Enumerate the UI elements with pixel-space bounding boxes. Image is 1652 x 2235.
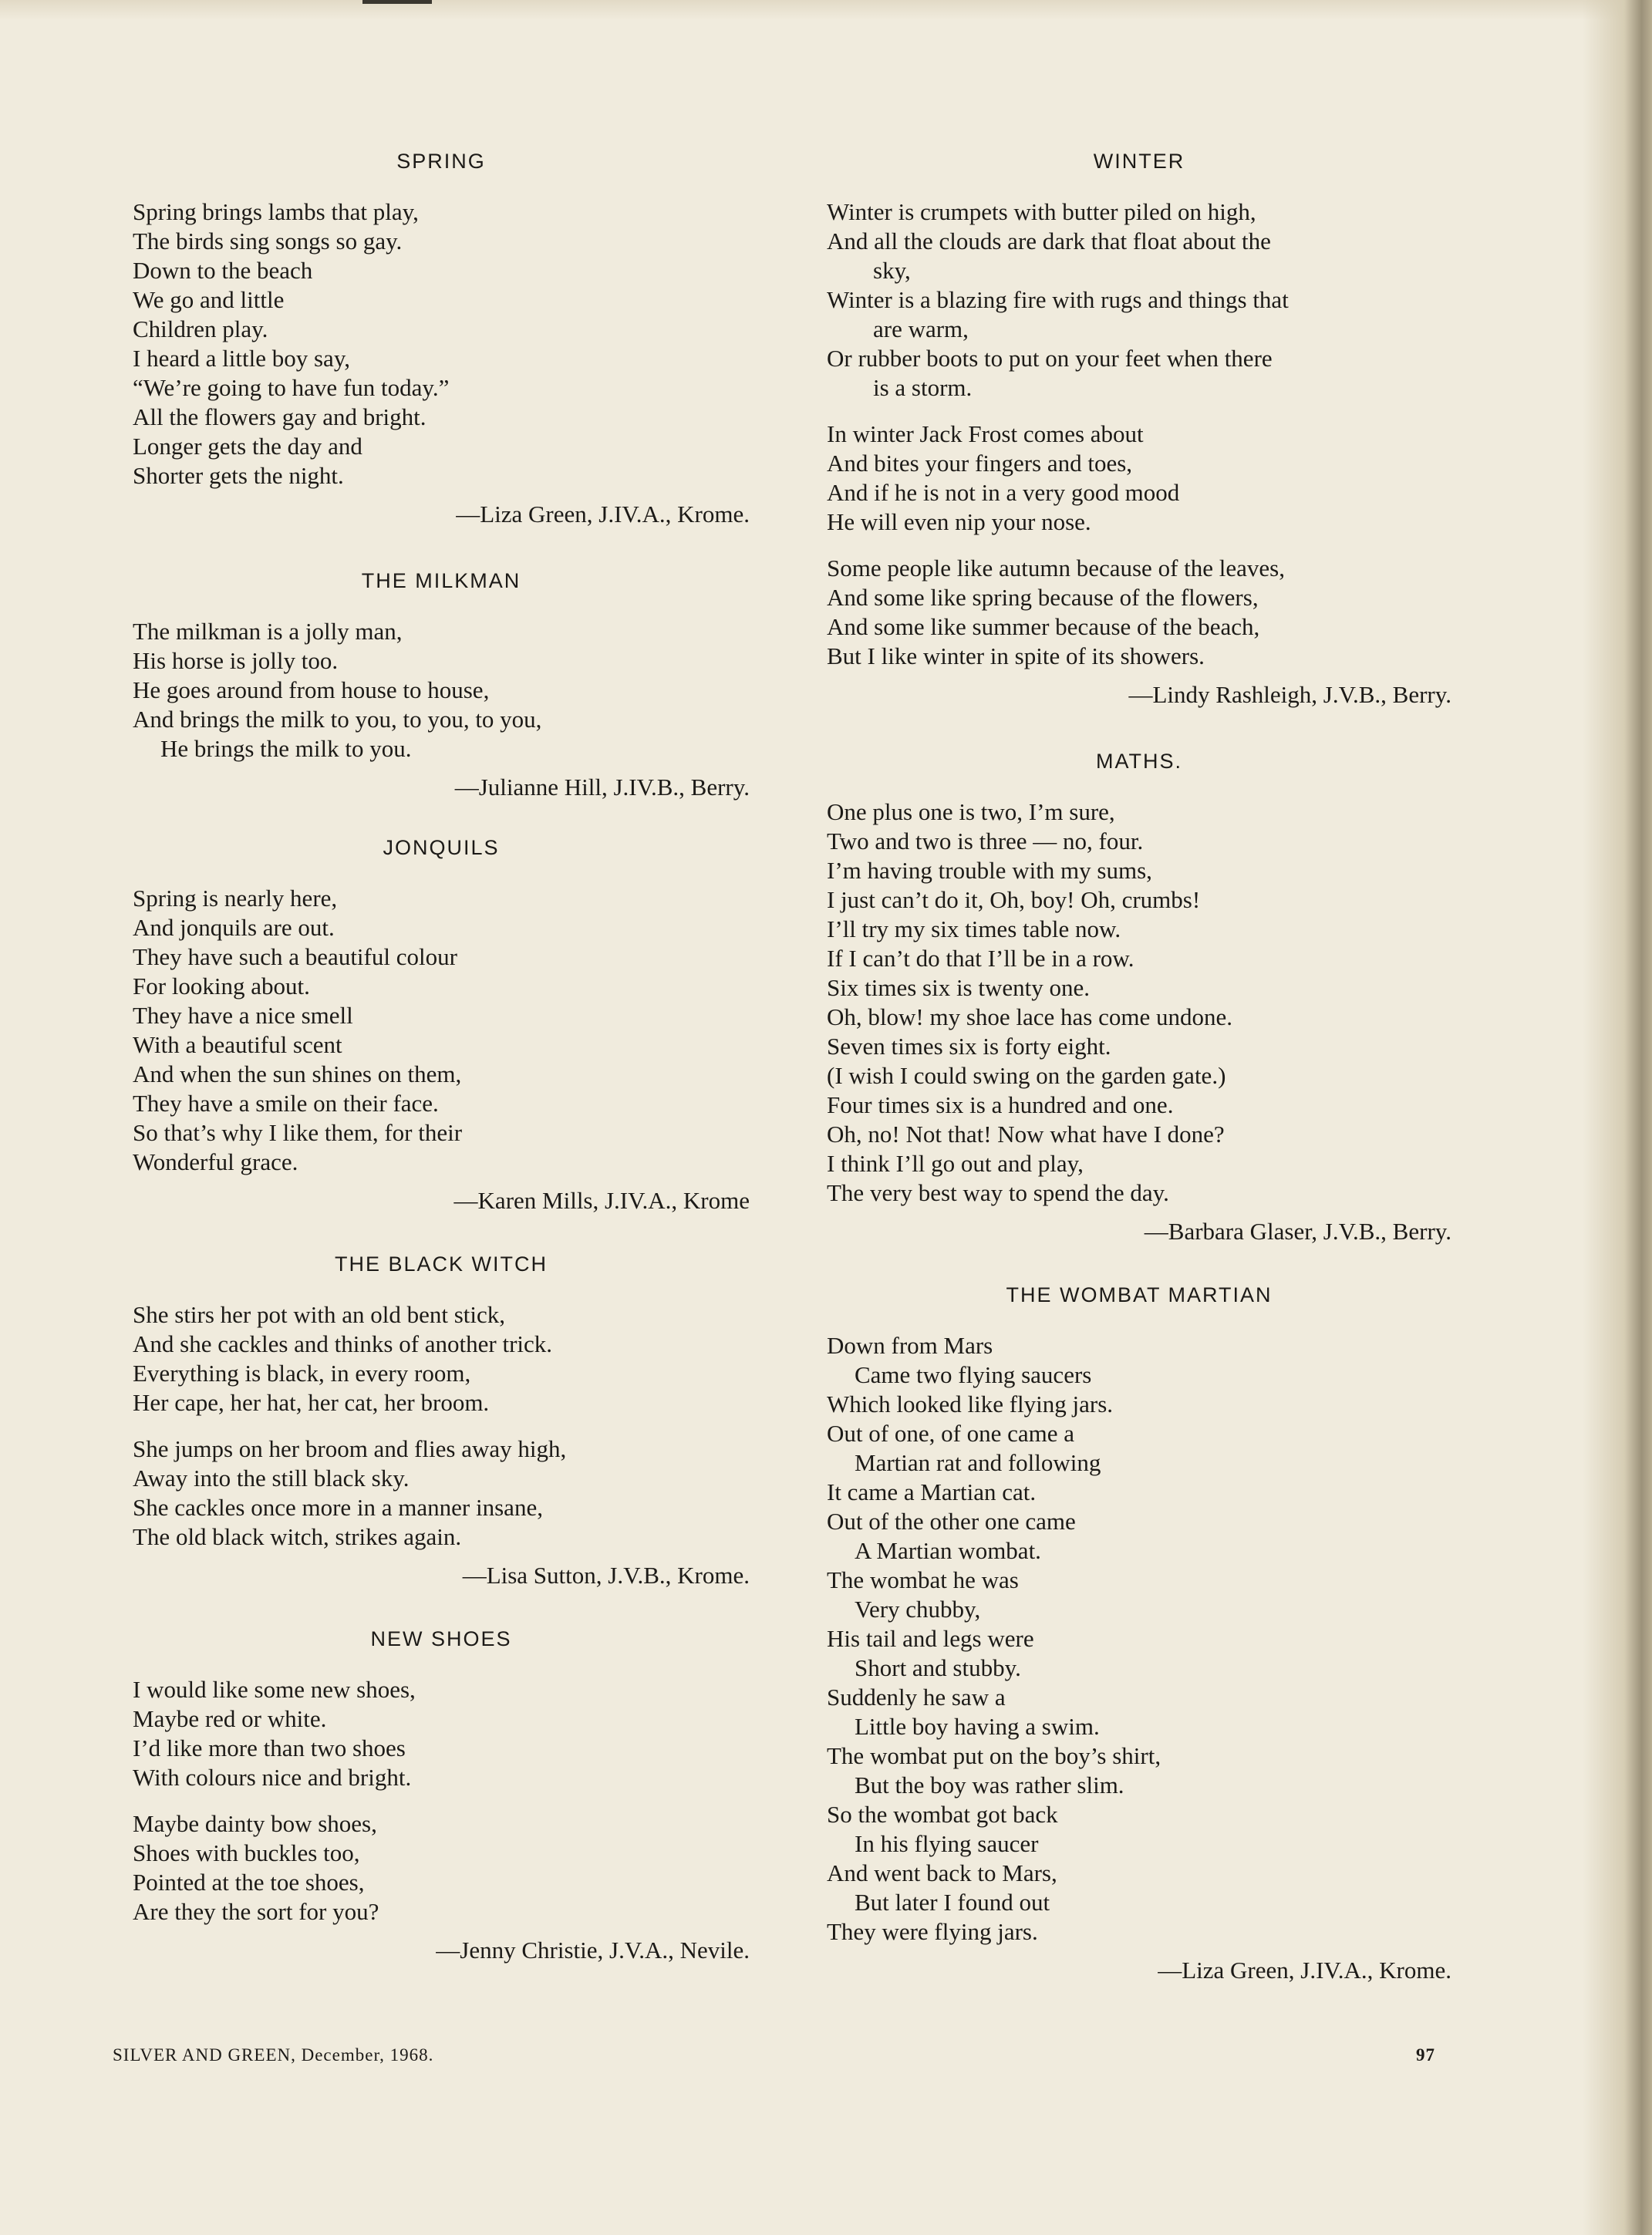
poem-line: I just can’t do it, Oh, boy! Oh, crumbs! xyxy=(827,886,1201,913)
poem-line: And she cackles and thinks of another trick. xyxy=(133,1330,553,1357)
poem-line: Six times six is twenty one. xyxy=(827,974,1090,1001)
poem-line: Down from Mars xyxy=(827,1332,993,1359)
page-number: 97 xyxy=(1416,2045,1435,2065)
poem xyxy=(827,1282,1451,1985)
poem-line: His tail and legs were xyxy=(827,1625,1034,1652)
poem-line: And bites your fingers and toes, xyxy=(827,450,1133,477)
poem-line: is a storm. xyxy=(873,374,973,401)
stanza xyxy=(827,797,1451,1208)
poem-line: The birds sing songs so gay. xyxy=(133,228,403,255)
poem-line: Suddenly he saw a xyxy=(827,1684,1006,1711)
poem-credit: —Jenny Christie, J.V.A., Nevile. xyxy=(436,1937,750,1964)
right-column xyxy=(827,148,1451,1985)
poem-line: In winter Jack Frost comes about xyxy=(827,420,1144,447)
poem-line: Maybe red or white. xyxy=(133,1705,327,1732)
poem-line: Down to the beach xyxy=(133,257,313,284)
poem-line: And some like spring because of the flowers, xyxy=(827,584,1259,611)
poem-line: She stirs her pot with an old bent stick, xyxy=(133,1301,506,1328)
poem xyxy=(133,148,750,529)
poem-line: The very best way to spend the day. xyxy=(827,1179,1169,1206)
poem xyxy=(827,748,1451,1246)
stanza xyxy=(133,884,750,1177)
poem-line: Longer gets the day and xyxy=(133,433,362,460)
poem-line: (I wish I could swing on the garden gate.) xyxy=(827,1062,1226,1089)
poem-line: Children play. xyxy=(133,315,268,342)
poem-line: I’d like more than two shoes xyxy=(133,1734,406,1761)
poem-line: Pointed at the toe shoes, xyxy=(133,1869,365,1896)
poem-title: THE BLACK WITCH xyxy=(334,1252,548,1276)
poem-line: So the wombat got back xyxy=(827,1801,1058,1828)
poem-line: His horse is jolly too. xyxy=(133,647,339,674)
poem-line: One plus one is two, I’m sure, xyxy=(827,798,1115,825)
stanza xyxy=(827,554,1451,671)
poem-line: They have such a beautiful colour xyxy=(133,943,457,970)
poem-line: Oh, no! Not that! Now what have I done? xyxy=(827,1121,1225,1148)
poem xyxy=(827,148,1451,710)
poem-line: are warm, xyxy=(873,315,969,342)
poem-title: THE MILKMAN xyxy=(361,569,521,592)
poem xyxy=(133,1251,750,1590)
poem-line: Which looked like flying jars. xyxy=(827,1391,1114,1418)
poem xyxy=(133,1626,750,1965)
poem-credit: —Barbara Glaser, J.V.B., Berry. xyxy=(1144,1218,1451,1245)
poem-credit: —Lisa Sutton, J.V.B., Krome. xyxy=(462,1562,750,1589)
poem-line: But I like winter in spite of its showers. xyxy=(827,642,1205,669)
poem xyxy=(133,834,750,1215)
poem-line: Short and stubby. xyxy=(855,1654,1021,1681)
stanza xyxy=(827,1331,1451,1947)
poem-line: Out of one, of one came a xyxy=(827,1420,1075,1447)
poem-line: So that’s why I like them, for their xyxy=(133,1119,463,1146)
poem-line: But later I found out xyxy=(855,1889,1050,1916)
poem-line: Came two flying saucers xyxy=(855,1361,1092,1388)
top-edge-mark xyxy=(362,0,432,4)
poem-line: I would like some new shoes, xyxy=(133,1676,416,1703)
poem-line: He goes around from house to house, xyxy=(133,676,490,703)
poem-line: Maybe dainty bow shoes, xyxy=(133,1810,377,1837)
poem-line: Or rubber boots to put on your feet when there xyxy=(827,345,1273,372)
poem-credit: —Karen Mills, J.IV.A., Krome xyxy=(453,1187,750,1214)
poem-line: sky, xyxy=(873,257,911,284)
poem-line: The wombat he was xyxy=(827,1566,1019,1593)
poem-line: The wombat put on the boy’s shirt, xyxy=(827,1742,1161,1769)
poem-line: Four times six is a hundred and one. xyxy=(827,1091,1174,1118)
poem-line: Winter is crumpets with butter piled on high, xyxy=(827,198,1256,225)
stanza xyxy=(133,1300,750,1418)
poem-line: If I can’t do that I’ll be in a row. xyxy=(827,945,1134,972)
stanza xyxy=(827,197,1451,403)
poem-line: A Martian wombat. xyxy=(855,1537,1041,1564)
poem-credit: —Liza Green, J.IV.A., Krome. xyxy=(1158,1957,1451,1984)
poem-line: Oh, blow! my shoe lace has come undone. xyxy=(827,1003,1233,1030)
poem xyxy=(133,568,750,802)
poem-line: And some like summer because of the beach, xyxy=(827,613,1260,640)
poem-line: I’ll try my six times table now. xyxy=(827,915,1121,942)
page-binding-shade xyxy=(1583,0,1652,2235)
poem-credit: —Liza Green, J.IV.A., Krome. xyxy=(456,501,750,528)
poem-line: And when the sun shines on them, xyxy=(133,1060,462,1087)
poem-line: They were flying jars. xyxy=(827,1918,1038,1945)
poem-line: Her cape, her hat, her cat, her broom. xyxy=(133,1389,490,1416)
poem-line: In his flying saucer xyxy=(855,1830,1039,1857)
poem-line: With colours nice and bright. xyxy=(133,1764,412,1791)
poem-credit: —Lindy Rashleigh, J.V.B., Berry. xyxy=(1128,681,1451,708)
poem-title: SPRING xyxy=(396,150,486,173)
poem-line: Martian rat and following xyxy=(855,1449,1101,1476)
poem-line: And went back to Mars, xyxy=(827,1859,1057,1886)
poem-title: NEW SHOES xyxy=(370,1627,512,1650)
poem-line: He brings the milk to you. xyxy=(160,735,412,762)
poem-line: Shoes with buckles too, xyxy=(133,1839,360,1866)
poem-title: JONQUILS xyxy=(383,836,500,859)
poem-line: Away into the still black sky. xyxy=(133,1465,410,1492)
poem-line: I heard a little boy say, xyxy=(133,345,351,372)
poem-title: MATHS. xyxy=(1096,750,1182,773)
poem-line: And brings the milk to you, to you, to you, xyxy=(133,706,542,733)
poem-line: It came a Martian cat. xyxy=(827,1478,1037,1505)
page-top-shade xyxy=(0,0,1652,20)
footer-publication: SILVER AND GREEN, December, 1968. xyxy=(113,2045,434,2065)
poem-title: WINTER xyxy=(1093,150,1185,173)
poem-line: Some people like autumn because of the leaves, xyxy=(827,555,1285,582)
poem-line: Spring is nearly here, xyxy=(133,885,338,912)
stanza xyxy=(133,1434,750,1552)
poem-line: Little boy having a swim. xyxy=(855,1713,1100,1740)
poem-line: She cackles once more in a manner insane, xyxy=(133,1494,543,1521)
poem-title: THE WOMBAT MARTIAN xyxy=(1006,1283,1273,1306)
stanza xyxy=(133,197,750,490)
poem-line: With a beautiful scent xyxy=(133,1031,342,1058)
left-column xyxy=(133,148,750,1965)
poem-line: I’m having trouble with my sums, xyxy=(827,857,1152,884)
poem-line: The milkman is a jolly man, xyxy=(133,618,403,645)
poem-line: Everything is black, in every room, xyxy=(133,1360,471,1387)
poem-line: Out of the other one came xyxy=(827,1508,1076,1535)
poem-line: They have a nice smell xyxy=(133,1002,353,1029)
stanza xyxy=(133,1675,750,1792)
poem-line: Winter is a blazing fire with rugs and things that xyxy=(827,286,1289,313)
poem-line: Very chubby, xyxy=(855,1596,981,1623)
poem-line: And if he is not in a very good mood xyxy=(827,479,1180,506)
poem-credit: —Julianne Hill, J.IV.B., Berry. xyxy=(454,774,750,801)
stanza xyxy=(133,617,750,764)
poem-line: They have a smile on their face. xyxy=(133,1090,439,1117)
poem-line: For looking about. xyxy=(133,973,310,1000)
poem-line: Spring brings lambs that play, xyxy=(133,198,419,225)
poem-line: “We’re going to have fun today.” xyxy=(133,374,450,401)
poem-line: Two and two is three — no, four. xyxy=(827,828,1144,855)
poem-line: Are they the sort for you? xyxy=(133,1898,379,1925)
stanza xyxy=(827,420,1451,537)
poem-line: We go and little xyxy=(133,286,285,313)
poem-line: But the boy was rather slim. xyxy=(855,1771,1124,1798)
poem-line: He will even nip your nose. xyxy=(827,508,1091,535)
poem-line: Wonderful grace. xyxy=(133,1148,298,1175)
poem-line: All the flowers gay and bright. xyxy=(133,403,426,430)
poem-line: She jumps on her broom and flies away high, xyxy=(133,1435,567,1462)
poem-line: I think I’ll go out and play, xyxy=(827,1150,1084,1177)
poem-line: And jonquils are out. xyxy=(133,914,335,941)
poem-line: The old black witch, strikes again. xyxy=(133,1523,462,1550)
poem-line: Seven times six is forty eight. xyxy=(827,1033,1111,1060)
stanza xyxy=(133,1809,750,1927)
poem-line: Shorter gets the night. xyxy=(133,462,344,489)
poem-line: And all the clouds are dark that float about the xyxy=(827,228,1271,255)
